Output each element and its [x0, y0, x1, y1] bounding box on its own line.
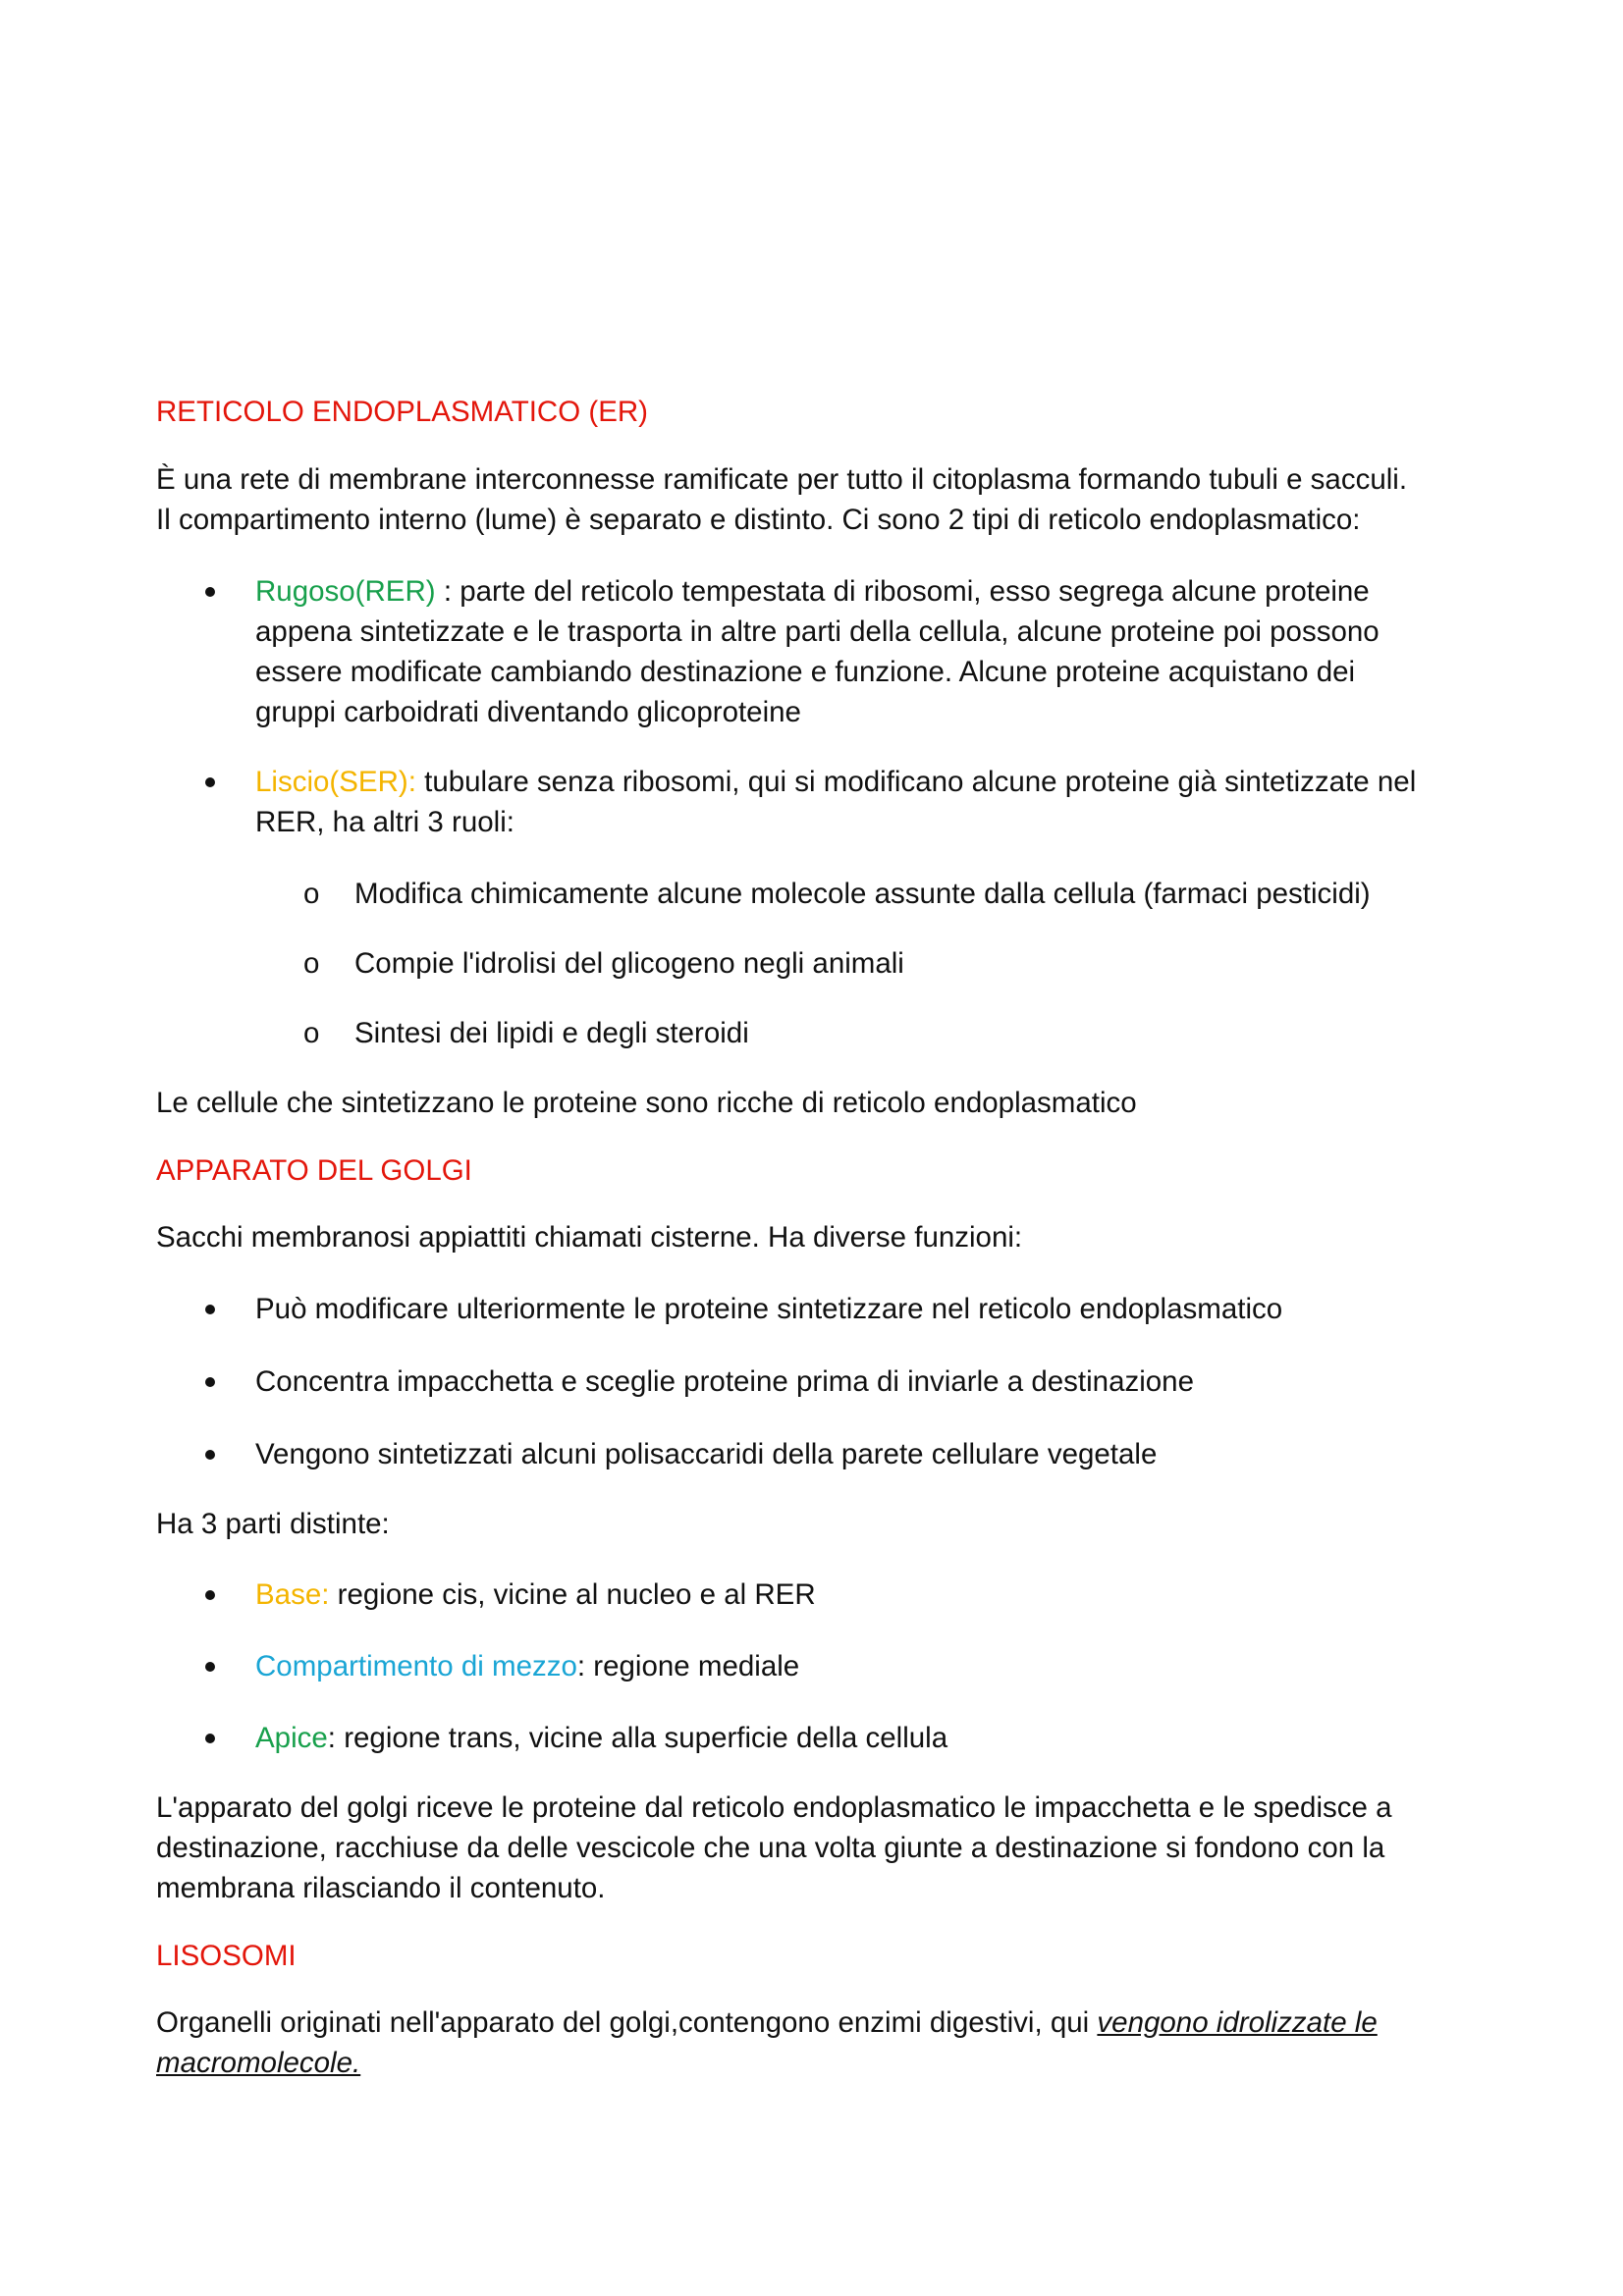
- bullet-icon: [205, 1734, 215, 1743]
- role-text: Sintesi dei lipidi e degli steroidi: [354, 1017, 749, 1049]
- document-page: [156, 392, 1472, 2083]
- lisosomi-text: [156, 2002, 1472, 2083]
- golgi-parts-list: [156, 1575, 1472, 1758]
- spacer: [156, 1329, 1472, 1362]
- golgi-functions-list: [156, 1289, 1472, 1474]
- rugoso-line2: appena sintetizzate e le trasporta in altre parti della cellula, alcune proteine poi possono: [255, 615, 1380, 648]
- golgi-closing-line1: L'apparato del golgi riceve le proteine dal reticolo endoplasmatico le impacchetta e le spedisce a: [156, 1791, 1392, 1824]
- list-item: [156, 943, 1472, 984]
- golgi-parts-intro: Ha 3 parti distinte:: [156, 1508, 390, 1540]
- er-intro: [156, 459, 1472, 540]
- list-item-liscio: [156, 762, 1472, 842]
- rugoso-line4: gruppi carboidrati diventando glicoproteine: [255, 696, 801, 728]
- bullet-icon: [205, 777, 215, 787]
- role-text: Compie l'idrolisi del glicogeno negli animali: [354, 947, 904, 980]
- er-types-list: [156, 571, 1472, 842]
- bullet-icon: [205, 587, 215, 597]
- list-item-mezzo: [156, 1646, 1472, 1686]
- ser-roles-list: [156, 874, 1472, 1053]
- base-text: regione cis, vicine al nucleo e al RER: [329, 1578, 816, 1611]
- lisosomi-line1: Organelli originati nell'apparato del golgi,contengono enzimi digestivi, qui: [156, 2006, 1098, 2039]
- sub-bullet-marker: o: [303, 878, 320, 910]
- spacer: [156, 1402, 1472, 1434]
- mezzo-label: Compartimento di mezzo: [255, 1650, 577, 1682]
- lisosomi-heading: LISOSOMI: [156, 1940, 297, 1972]
- golgi-closing-line2: destinazione, racchiuse da delle vescicole che una volta giunte a destinazione si fondono con la: [156, 1832, 1385, 1864]
- er-heading: RETICOLO ENDOPLASMATICO (ER): [156, 396, 649, 428]
- rugoso-label: Rugoso(RER): [255, 575, 436, 608]
- apice-label: Apice: [255, 1722, 328, 1754]
- er-closing: Le cellule che sintetizzano le proteine sono ricche di reticolo endoplasmatico: [156, 1087, 1137, 1119]
- liscio-line2: RER, ha altri 3 ruoli:: [255, 806, 514, 838]
- apice-text: : regione trans, vicine alla superficie della cellula: [327, 1722, 948, 1754]
- bullet-icon: [205, 1450, 215, 1460]
- spacer: [156, 984, 1472, 1013]
- function-text: Può modificare ulteriormente le proteine sintetizzare nel reticolo endoplasmatico: [255, 1293, 1283, 1325]
- rugoso-line1: : parte del reticolo tempestata di ribosomi, esso segrega alcune proteine: [435, 575, 1370, 608]
- function-text: Concentra impacchetta e sceglie proteine prima di inviarle a destinazione: [255, 1365, 1194, 1398]
- spacer: [156, 1686, 1472, 1718]
- bullet-icon: [205, 1377, 215, 1387]
- list-item: [156, 1289, 1472, 1329]
- golgi-intro: Sacchi membranosi appiattiti chiamati cisterne. Ha diverse funzioni:: [156, 1221, 1023, 1254]
- er-intro-line1: È una rete di membrane interconnesse ramificate per tutto il citoplasma formando tubuli e sacculi.: [156, 463, 1408, 496]
- spacer: [156, 914, 1472, 943]
- sub-bullet-marker: o: [303, 947, 320, 980]
- golgi-heading: APPARATO DEL GOLGI: [156, 1154, 472, 1187]
- list-item: [156, 1434, 1472, 1474]
- lisosomi-emphasis2: macromolecole.: [156, 2047, 361, 2079]
- golgi-closing: [156, 1788, 1472, 1908]
- spacer: [156, 1615, 1472, 1646]
- role-text: Modifica chimicamente alcune molecole assunte dalla cellula (farmaci pesticidi): [354, 878, 1371, 910]
- sub-bullet-marker: o: [303, 1017, 320, 1049]
- list-item: [156, 1362, 1472, 1402]
- spacer: [156, 732, 1472, 762]
- base-label: Base:: [255, 1578, 330, 1611]
- list-item-rugoso: [156, 571, 1472, 732]
- list-item: [156, 1013, 1472, 1053]
- golgi-closing-line3: membrana rilasciando il contenuto.: [156, 1872, 606, 1904]
- bullet-icon: [205, 1590, 215, 1600]
- list-item: [156, 874, 1472, 914]
- lisosomi-emphasis1: vengono idrolizzate le: [1097, 2006, 1378, 2039]
- list-item-base: [156, 1575, 1472, 1615]
- bullet-icon: [205, 1305, 215, 1314]
- er-intro-line2: Il compartimento interno (lume) è separato e distinto. Ci sono 2 tipi di reticolo endoplasmatico:: [156, 504, 1361, 536]
- mezzo-text: : regione mediale: [576, 1650, 800, 1682]
- bullet-icon: [205, 1662, 215, 1672]
- function-text: Vengono sintetizzati alcuni polisaccaridi della parete cellulare vegetale: [255, 1438, 1158, 1470]
- liscio-label: Liscio(SER):: [255, 766, 416, 798]
- liscio-line1: tubulare senza ribosomi, qui si modificano alcune proteine già sintetizzate nel: [415, 766, 1417, 798]
- rugoso-line3: essere modificate cambiando destinazione e funzione. Alcune proteine acquistano dei: [255, 656, 1356, 688]
- list-item-apice: [156, 1718, 1472, 1758]
